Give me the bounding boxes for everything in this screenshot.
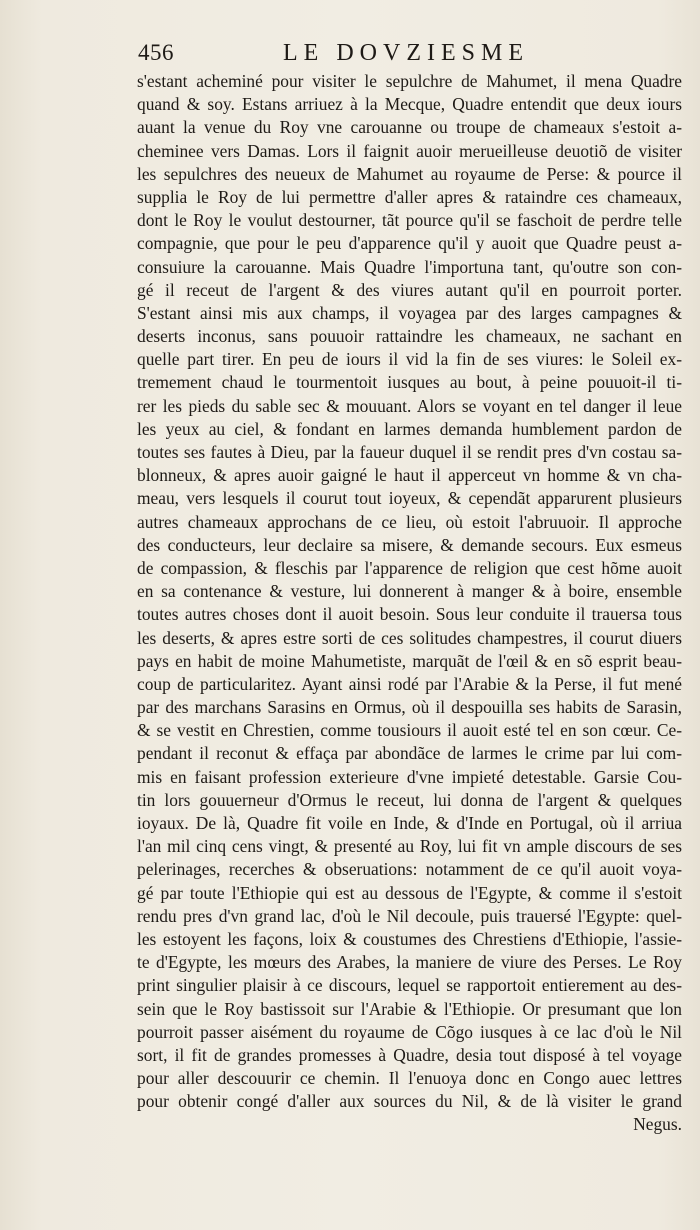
text-line: consuiure la carouanne. Mais Quadre l'importuna tant, qu'outre son con- xyxy=(137,256,682,277)
text-line: sein que le Roy bastissoit sur l'Arabie & l'Ethiopie. Or presumant que lon xyxy=(137,998,682,1019)
text-line: pays en habit de moine Mahumetiste, marquãt de l'œil & en sõ esprit beau- xyxy=(137,650,682,671)
text-line: quelle part tirer. En peu de iours il vid la fin de ses viures: le Soleil ex- xyxy=(137,349,682,370)
text-line: tin lors gouuerneur d'Ormus le receut, lui donna de l'argent & quelques xyxy=(137,789,682,810)
page-header xyxy=(138,40,678,70)
text-line: s'estant acheminé pour visiter le sepulchre de Mahumet, il mena Quadre xyxy=(137,71,682,91)
text-line: supplia le Roy de lui permettre d'aller apres & rataindre ces chameaux, xyxy=(137,186,682,207)
text-line: blonneux, & apres auoir gaigné le haut il apperceut vn homme & vn cha- xyxy=(137,465,682,486)
text-line: pour aller descouurir ce chemin. Il l'enuoya donc en Congo auec lettres xyxy=(137,1068,682,1089)
text-line: ioyaux. De là, Quadre fit voile en Inde, & d'Inde en Portugal, où il arriua xyxy=(137,813,682,833)
text-line: les yeux au ciel, & fondant en larmes demanda humblement pardon de xyxy=(137,418,682,439)
text-line: l'an mil cinq cens vingt, & presenté au Roy, lui fit vn ample discours de ses xyxy=(137,836,682,857)
text-line: les estoyent les façons, loix & coustumes des Chrestiens d'Ethiopie, l'assie- xyxy=(137,928,682,949)
text-line: toutes ses fautes à Dieu, par la faueur duquel il se rendit pres d'vn costau sa- xyxy=(137,442,682,462)
text-line: print singulier plaisir à ce discours, lequel se rapportoit entierement au des- xyxy=(137,975,682,996)
text-line: toutes autres choses dont il auoit besoin. Sous leur conduite il trauersa tous xyxy=(137,604,682,625)
text-line: compagnie, que pour le peu d'apparence qu'il y auoit que Quadre peust a- xyxy=(137,233,682,254)
text-line: en sa contenance & vesture, lui donnerent à manger & à boire, ensemble xyxy=(137,581,682,602)
text-line: & se vestit en Chrestien, comme tousiours il auoit esté tel en son cœur. Ce- xyxy=(137,720,682,741)
catchword: Negus. xyxy=(633,1114,682,1135)
text-line: S'estant ainsi mis aux champs, il voyagea par des larges campagnes & xyxy=(137,302,682,323)
text-line: tremement chaud le tourmentoit iusques au bout, à peine pouuoit-il ti- xyxy=(137,372,682,393)
page-number: 456 xyxy=(138,40,174,65)
text-line: coup de particularitez. Ayant ainsi rodé par l'Arabie & la Perse, il fut mené xyxy=(137,673,682,694)
text-line: cheminee vers Damas. Lors il faignit auoir merueilleuse deuotiõ de visiter xyxy=(137,140,682,161)
text-line: autres chameaux approchans de ce lieu, où estoit l'abruuoir. Il approche xyxy=(137,511,682,532)
text-line: pelerinages, recerches & obseruations: notamment de ce qu'il auoit voya- xyxy=(137,859,682,880)
text-line: deserts inconus, sans pouuoir rattaindre les chameaux, ne sachant en xyxy=(137,326,682,347)
text-line: des conducteurs, leur declaire sa misere, & demande secours. Eux esmeus xyxy=(137,534,682,555)
running-title: LE DOVZIESME xyxy=(283,40,529,66)
body-text xyxy=(137,70,682,1137)
text-line: dont le Roy le voulut destourner, tãt pource qu'il se faschoit de perdre telle xyxy=(137,210,682,231)
text-line: les sepulchres des neueux de Mahumet au royaume de Perse: & pource il xyxy=(137,163,682,184)
text-line: rendu pres d'vn grand lac, d'où le Nil decoule, puis trauersé l'Egypte: quel- xyxy=(137,905,682,926)
text-line: te d'Egypte, les mœurs des Arabes, la maniere de viure des Perses. Le Roy xyxy=(137,952,682,973)
text-line: les deserts, & apres estre sorti de ces solitudes champestres, il courut diuers xyxy=(137,627,682,648)
text-line: meau, vers lesquels il courut tout ioyeux, & cependãt apparurent plusieurs xyxy=(137,488,682,509)
text-line: rer les pieds du sable sec & mouuant. Alors se voyant en tel danger il leue xyxy=(137,395,682,416)
text-line: auant la venue du Roy vne carouanne ou troupe de chameaux s'estoit a- xyxy=(137,117,682,138)
text-line: gé il receut de l'argent & des viures autant qu'il en pourroit porter. xyxy=(137,279,682,300)
text-line: gé par toute l'Ethiopie qui est au dessous de l'Egypte, & comme il s'estoit xyxy=(137,882,682,903)
text-line: pendant il reconut & effaça par abondãce de larmes le crime par lui com- xyxy=(137,743,682,764)
text-line: mis en faisant profession exterieure d'vne impieté detestable. Garsie Cou- xyxy=(137,766,682,787)
text-line: pourroit passer aisément du royaume de Cõgo iusques à ce lac d'où le Nil xyxy=(137,1021,682,1042)
text-line: quand & soy. Estans arriuez à la Mecque, Quadre entendit que deux iours xyxy=(137,94,682,115)
text-line: de compassion, & fleschis par l'apparence de religion que cest hõme auoit xyxy=(137,557,682,578)
text-line: sort, il fit de grandes promesses à Quadre, desia tout disposé à tel voyage xyxy=(137,1044,682,1065)
text-line: pour obtenir congé d'aller aux sources du Nil, & de là visiter le grand xyxy=(137,1091,682,1112)
text-line: par des marchans Sarasins en Ormus, où il despouilla ses habits de Sarasin, xyxy=(137,697,682,718)
